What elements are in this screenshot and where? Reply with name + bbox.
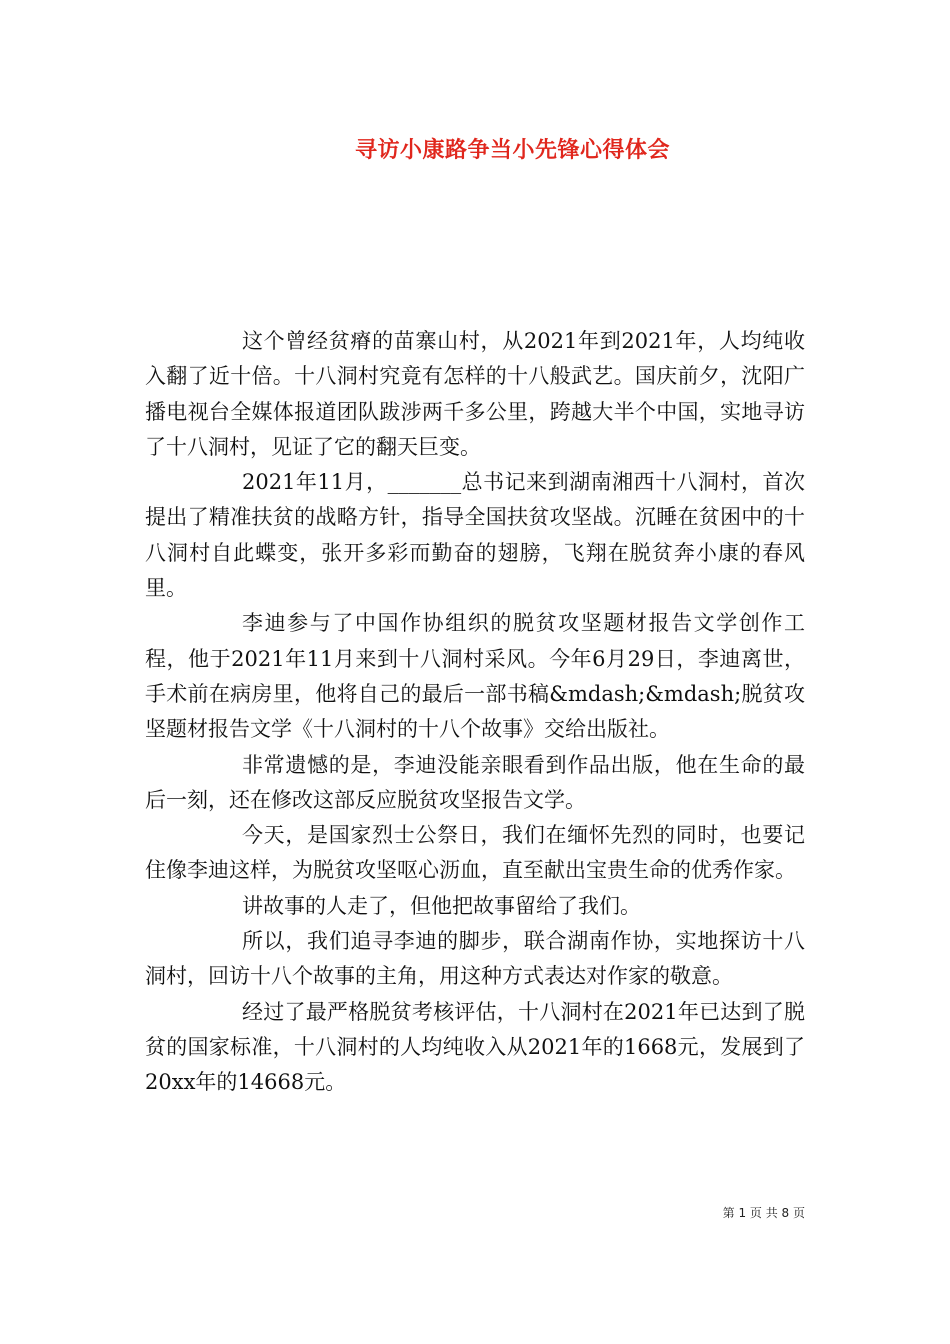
paragraph-2: 2021年11月，_______总书记来到湖南湘西十八洞村，首次提出了精准扶贫的战略方针，指导全国扶贫攻坚战。沉睡在贫困中的十八洞村自此蝶变，张开多彩而勤奋的翅膀，飞翔在脱贫奔小康的春风里。	[145, 470, 805, 601]
paragraph-8: 经过了最严格脱贫考核评估，十八洞村在2021年已达到了脱贫的国家标准，十八洞村的人均纯收入从2021年的1668元，发展到了20xx年的14668元。	[145, 999, 805, 1095]
document-body	[145, 324, 805, 1101]
document-title: 寻访小康路争当小先锋心得体会	[354, 137, 670, 163]
paragraph-7: 所以，我们追寻李迪的脚步，联合湖南作协，实地探访十八洞村，回访十八个故事的主角，用这种方式表达对作家的敬意。	[145, 929, 805, 989]
paragraph-6: 讲故事的人走了，但他把故事留给了我们。	[242, 893, 641, 918]
paragraph-3: 李迪参与了中国作协组织的脱贫攻坚题材报告文学创作工程，他于2021年11月来到十八洞村采风。今年6月29日，李迪离世，手术前在病房里，他将自己的最后一部书稿&mdash;&mdash;脱贫攻坚题材报告文学《十八洞村的十八个故事》交给出版社。	[145, 611, 805, 742]
paragraph-1: 这个曾经贫瘠的苗寨山村，从2021年到2021年，人均纯收入翻了近十倍。十八洞村究竟有怎样的十八般武艺。国庆前夕，沈阳广播电视台全媒体报道团队跋涉两千多公里，跨越大半个中国，实地寻访了十八洞村，见证了它的翻天巨变。	[145, 329, 805, 459]
page-number-footer: 第 1 页 共 8 页	[722, 1206, 805, 1220]
paragraph-5: 今天，是国家烈士公祭日，我们在缅怀先烈的同时，也要记住像李迪这样，为脱贫攻坚呕心沥血，直至献出宝贵生命的优秀作家。	[145, 823, 805, 883]
paragraph-4: 非常遗憾的是，李迪没能亲眼看到作品出版，他在生命的最后一刻，还在修改这部反应脱贫攻坚报告文学。	[145, 752, 805, 812]
